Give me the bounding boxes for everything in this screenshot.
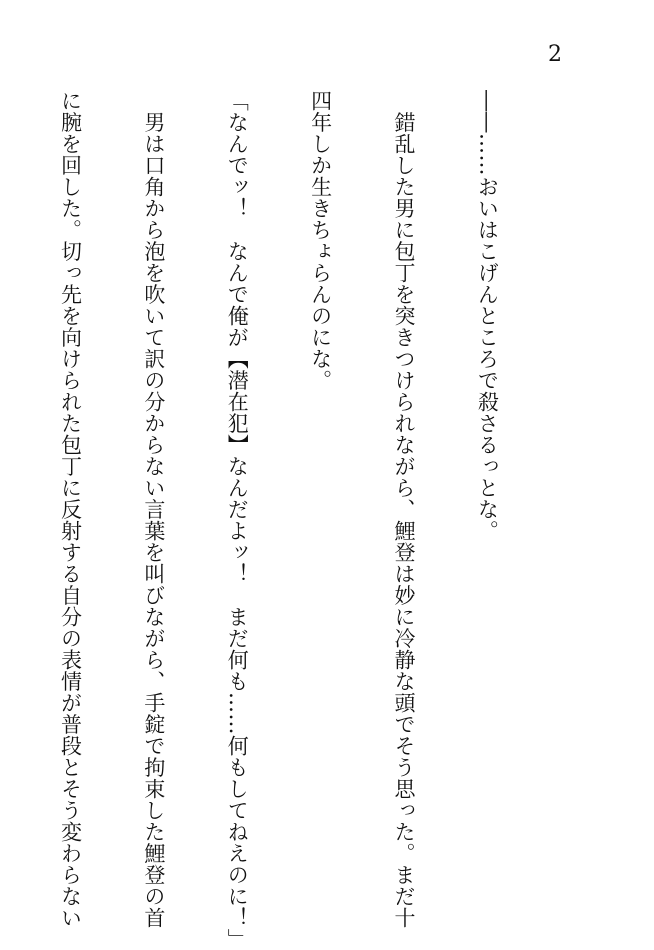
text-line: に腕を回した。切っ先を向けられた包丁に反射する自分の表情が普段とそう変わらない xyxy=(56,90,84,850)
text-line: 男は口角から泡を吹いて訳の分からない言葉を叫びながら、手錠で拘束した鯉登の首 xyxy=(139,90,167,850)
text-line: ――……おいはこげんところで殺さるっとな。 xyxy=(473,90,501,850)
page-number: 2 xyxy=(548,44,562,66)
text-line: 錯乱した男に包丁を突きつけられながら、鯉登は妙に冷静な頭でそう思った。まだ十 xyxy=(389,90,417,850)
body-text xyxy=(0,90,556,850)
text-line: 四年しか生きちょらんのにな。 xyxy=(306,90,334,850)
text-line: 「なんでッ！ なんで俺が【潜在犯】なんだよッ！ まだ何も……何もしてねえのに！」 xyxy=(222,90,250,850)
